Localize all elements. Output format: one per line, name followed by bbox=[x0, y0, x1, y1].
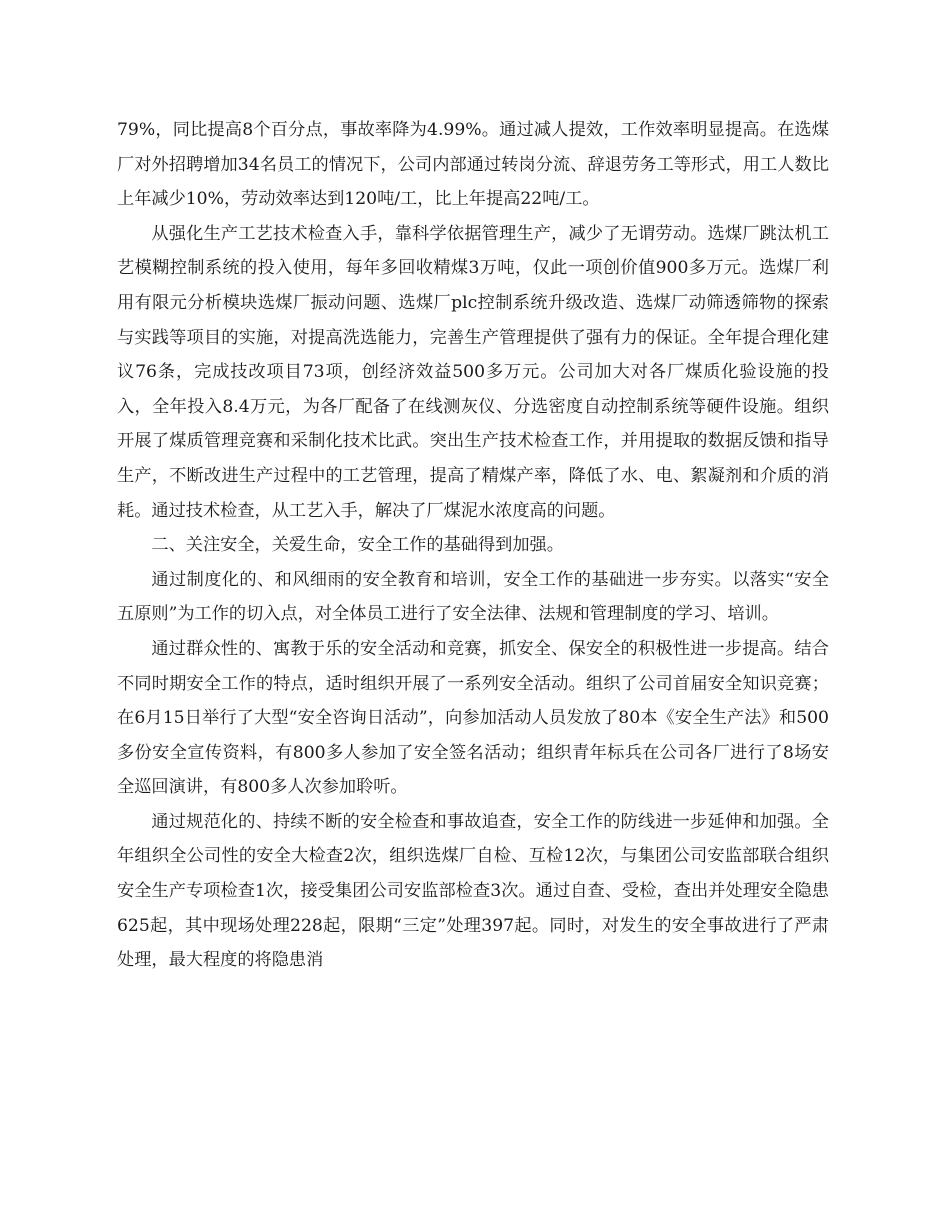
paragraph-4: 通过制度化的、和风细雨的安全教育和培训，安全工作的基础进一步夯实。以落实“安全五原则”为工作的切入点，对全体员工进行了安全法律、法规和管理制度的学习、培训。 bbox=[117, 569, 829, 625]
paragraph-6: 通过规范化的、持续不断的安全检查和事故追查，安全工作的防线进一步延伸和加强。全年组织全公司性的安全大检查2次，组织选煤厂自检、互检12次，与集团公司安监部联合组织安全生产专项检查1次，接受集团公司安监部检查3次。通过自查、受检，查出并处理安全隐患625起，其中现场处理228起，限期“三定”处理397起。同时，对发生的安全事故进行了严肃处理，最大程度的将隐患消 bbox=[117, 811, 829, 971]
paragraph-5: 通过群众性的、寓教于乐的安全活动和竞赛，抓安全、保安全的积极性进一步提高。结合不同时期安全工作的特点，适时组织开展了一系列安全活动。组织了公司首届安全知识竞赛；在6月15日举行了大型“安全咨询日活动”，向参加活动人员发放了80本《安全生产法》和500多份安全宣传资料，有800多人参加了安全签名活动；组织青年标兵在公司各厂进行了8场安全巡回演讲，有800多人次参加聆听。 bbox=[117, 638, 829, 798]
document-body bbox=[117, 113, 829, 978]
paragraph-2: 从强化生产工艺技术检查入手，靠科学依据管理生产，减少了无谓劳动。选煤厂跳汰机工艺模糊控制系统的投入使用，每年多回收精煤3万吨，仅此一项创价值900多万元。选煤厂利用有限元分析模块选煤厂振动问题、选煤厂plc控制系统升级改造、选煤厂动筛透筛物的探索与实践等项目的实施，对提高洗选能力，完善生产管理提供了强有力的保证。全年提合理化建议76条，完成技改项目73项，创经济效益500多万元。公司加大对各厂煤质化验设施的投入，全年投入8.4万元，为各厂配备了在线测灰仪、分选密度自动控制系统等硬件设施。组织开展了煤质管理竞赛和采制化技术比武。突出生产技术检查工作，并用提取的数据反馈和指导生产，不断改进生产过程中的工艺管理，提高了精煤产率，降低了水、电、絮凝剂和介质的消耗。通过技术检查，从工艺入手，解决了厂煤泥水浓度高的问题。 bbox=[117, 223, 829, 521]
section-heading-safety: 二、关注安全，关爱生命，安全工作的基础得到加强。 bbox=[151, 535, 564, 556]
paragraph-1: 79%，同比提高8个百分点，事故率降为4.99%。通过减人提效，工作效率明显提高。在选煤厂对外招聘增加34名员工的情况下，公司内部通过转岗分流、辞退劳务工等形式，用工人数比上年减少10%，劳动效率达到120吨/工，比上年提高22吨/工。 bbox=[117, 120, 829, 210]
